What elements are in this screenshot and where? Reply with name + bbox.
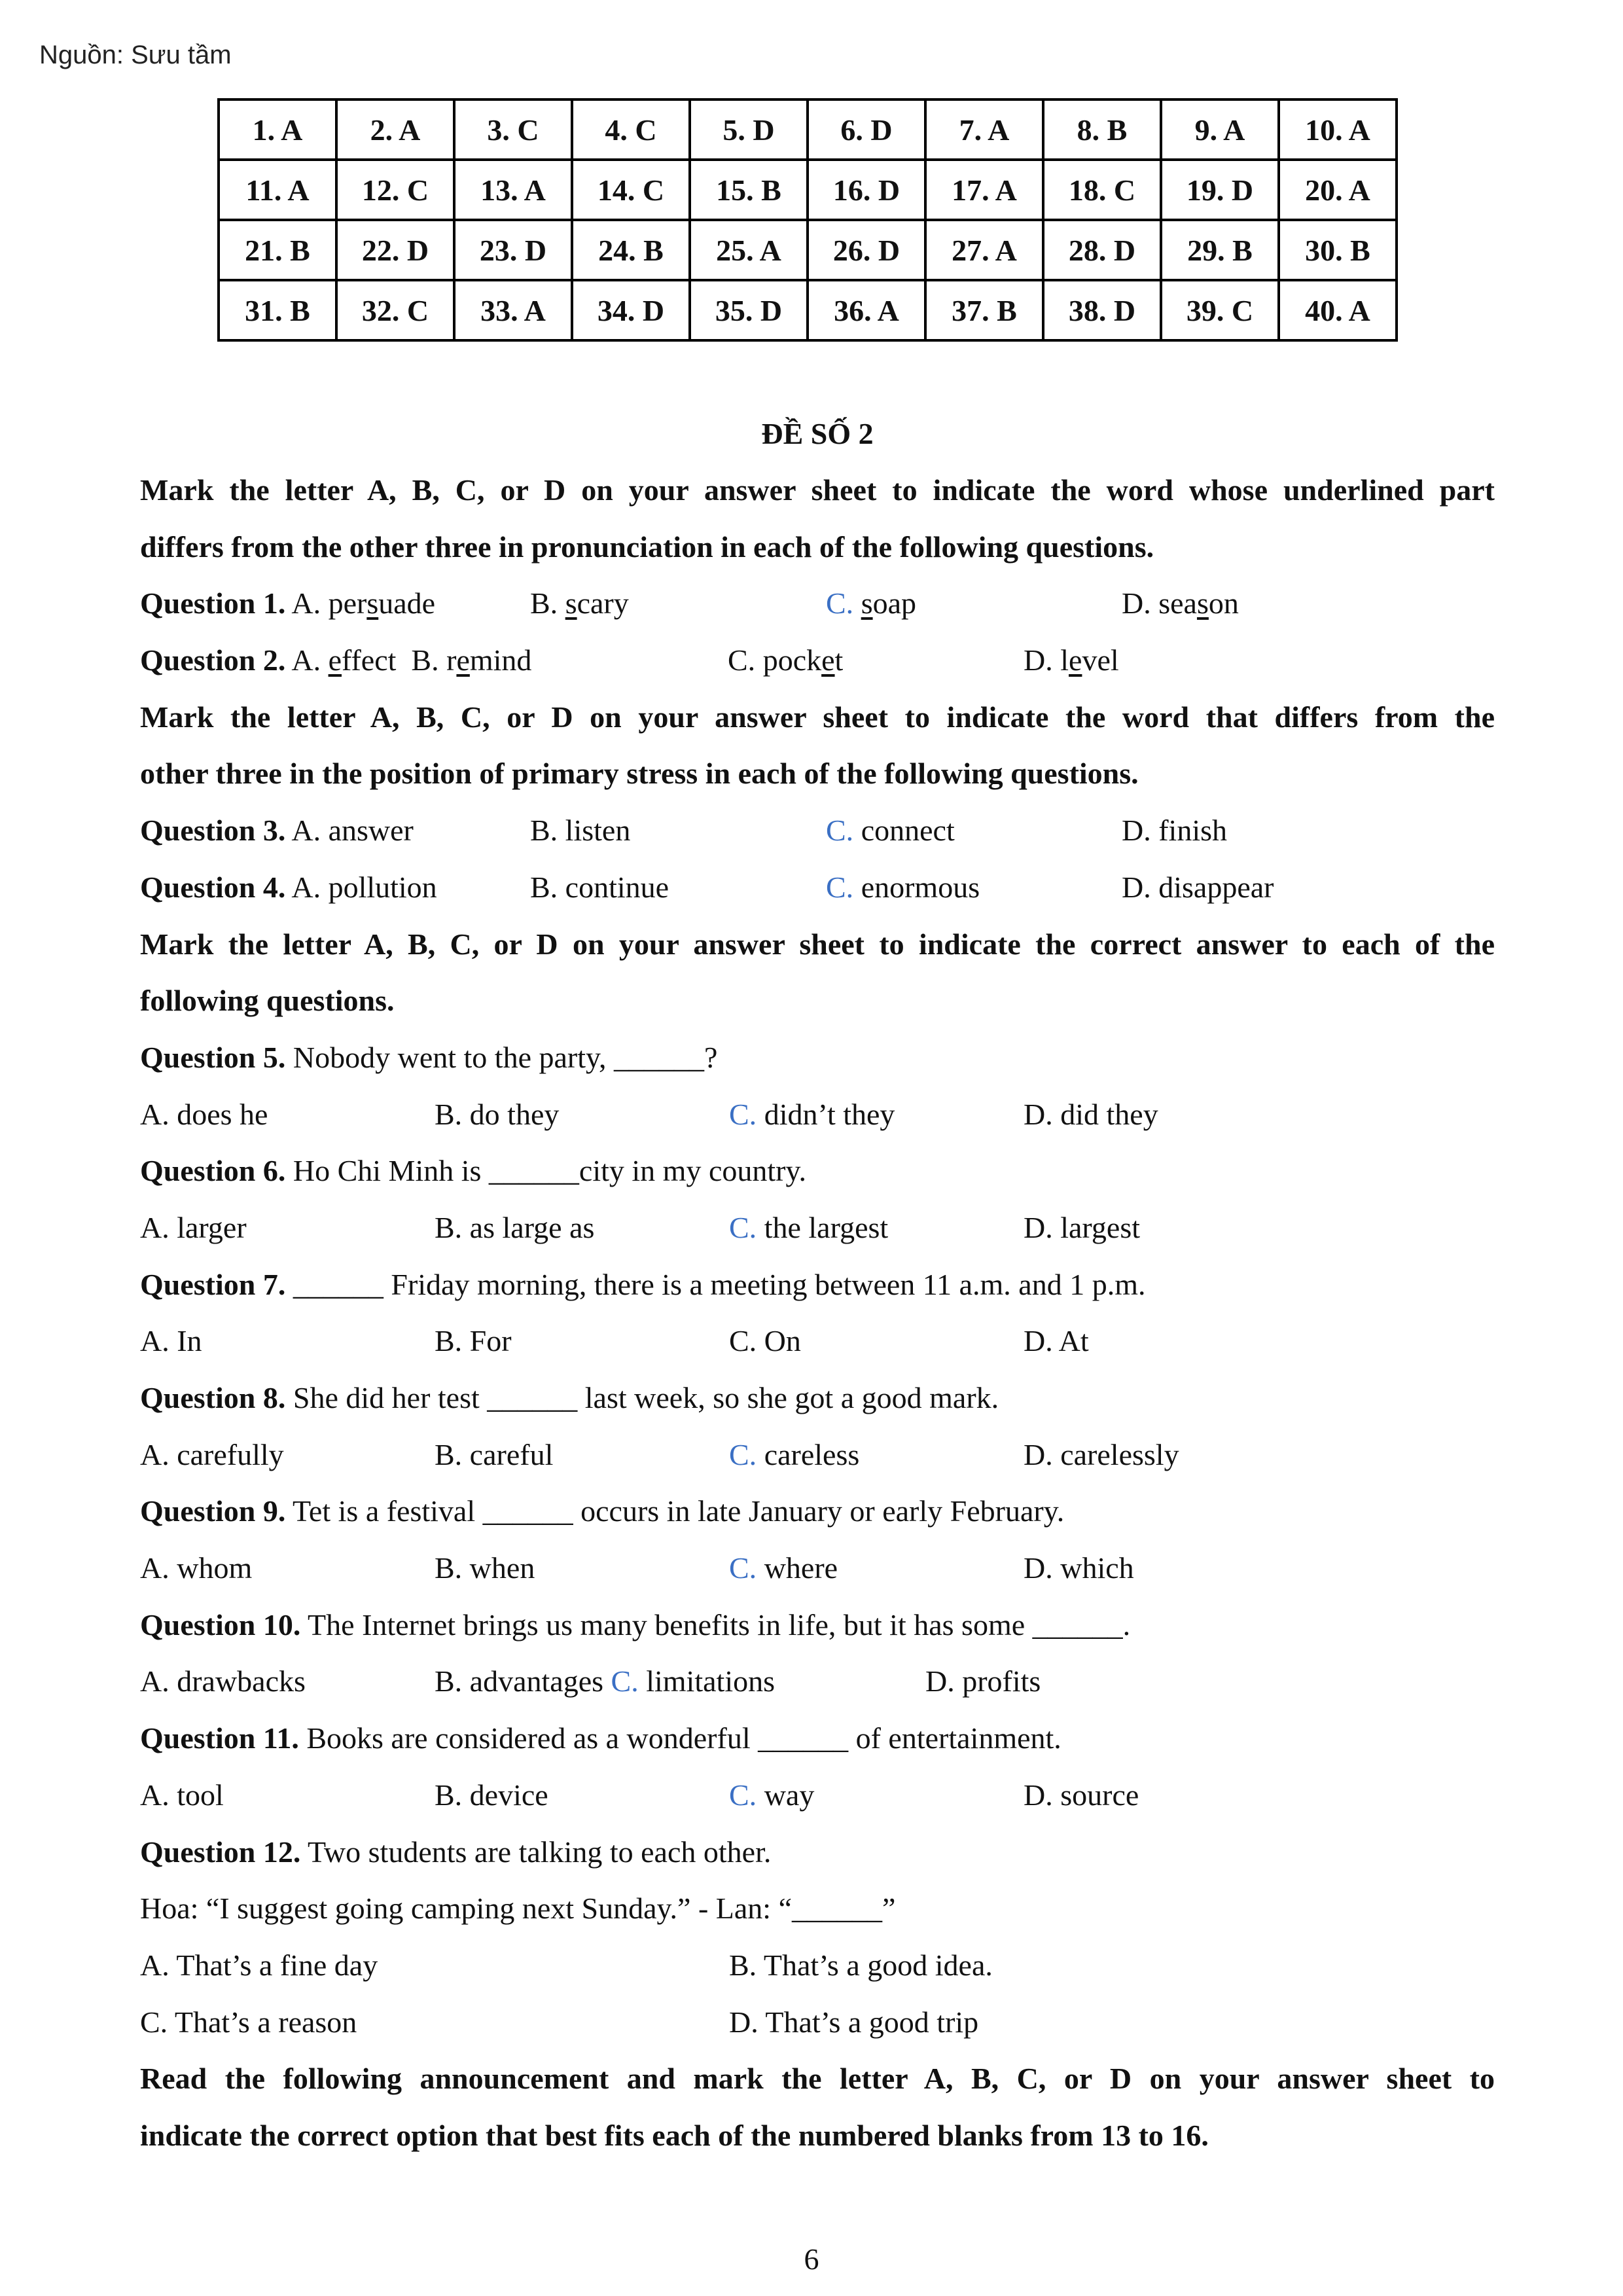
answer-key-cell: 24. B bbox=[572, 220, 690, 280]
answer-key-row bbox=[219, 160, 1397, 220]
question-12-options-row-1 bbox=[140, 1937, 1495, 1994]
question-9 bbox=[140, 1483, 1495, 1540]
answer-key-cell: 28. D bbox=[1043, 220, 1161, 280]
instruction-correct-line-1: Mark the letter A, B, C, or D on your answer sheet to indicate the correct answer to each of the bbox=[140, 927, 1495, 961]
answer-key-cell: 6. D bbox=[808, 99, 925, 160]
answer-key-cell: 25. A bbox=[690, 220, 808, 280]
q4-option-d: D. disappear bbox=[1122, 870, 1274, 904]
q1-option-a: A. persuade bbox=[291, 586, 436, 620]
exam-title: ĐỀ SỐ 2 bbox=[761, 417, 874, 450]
answer-key-cell: 18. C bbox=[1043, 160, 1161, 220]
q5-option-d: D. did they bbox=[1024, 1097, 1158, 1131]
exam-content bbox=[140, 406, 1495, 2164]
question-4 bbox=[140, 859, 1495, 916]
answer-key-cell: 26. D bbox=[808, 220, 925, 280]
instruction-pronunciation-line-1: Mark the letter A, B, C, or D on your answer sheet to indicate the word whose underlined part bbox=[140, 473, 1495, 507]
question-9-options bbox=[140, 1540, 1495, 1597]
answer-key-cell: 30. B bbox=[1279, 220, 1397, 280]
q1-option-d: D. season bbox=[1122, 586, 1239, 620]
q9-option-b: B. when bbox=[435, 1551, 535, 1585]
q5-option-b: B. do they bbox=[435, 1097, 560, 1131]
answer-key-cell: 8. B bbox=[1043, 99, 1161, 160]
answer-key-cell: 5. D bbox=[690, 99, 808, 160]
instruction-reading-line-2: indicate the correct option that best fits each of the numbered blanks from 13 to 16. bbox=[140, 2118, 1209, 2152]
question-12-options-row-2 bbox=[140, 1994, 1495, 2051]
answer-key-row bbox=[219, 220, 1397, 280]
q6-option-a: A. larger bbox=[140, 1210, 247, 1244]
question-12 bbox=[140, 1824, 1495, 1881]
question-1-label: Question 1. bbox=[140, 586, 286, 620]
question-10-label: Question 10. bbox=[140, 1607, 301, 1641]
answer-key-cell: 1. A bbox=[219, 99, 336, 160]
answer-key-table bbox=[217, 98, 1398, 342]
answer-key-cell: 12. C bbox=[336, 160, 454, 220]
question-7 bbox=[140, 1257, 1495, 1314]
q2-option-b: B. remind bbox=[411, 643, 532, 677]
q5-option-c: C. didn’t they bbox=[729, 1097, 895, 1131]
answer-key-cell: 19. D bbox=[1161, 160, 1279, 220]
question-11-options bbox=[140, 1767, 1495, 1824]
question-8 bbox=[140, 1370, 1495, 1427]
answer-key-cell: 39. C bbox=[1161, 280, 1279, 340]
question-4-label: Question 4. bbox=[140, 870, 286, 904]
answer-key-cell: 15. B bbox=[690, 160, 808, 220]
question-5-options bbox=[140, 1086, 1495, 1143]
page-number: 6 bbox=[804, 2242, 819, 2276]
answer-key-cell: 38. D bbox=[1043, 280, 1161, 340]
q4-option-b: B. continue bbox=[530, 870, 669, 904]
q3-option-d: D. finish bbox=[1122, 814, 1227, 848]
answer-key-cell: 7. A bbox=[925, 99, 1043, 160]
answer-key-cell: 17. A bbox=[925, 160, 1043, 220]
question-2-label: Question 2. bbox=[140, 643, 286, 677]
question-10-text: The Internet brings us many benefits in life, but it has some ______. bbox=[308, 1607, 1131, 1641]
q11-option-c: C. way bbox=[729, 1778, 815, 1812]
q8-option-c: C. careless bbox=[729, 1437, 860, 1471]
answer-key-cell: 34. D bbox=[572, 280, 690, 340]
q10-option-d: D. profits bbox=[925, 1664, 1041, 1698]
q10-option-a: A. drawbacks bbox=[140, 1664, 306, 1698]
answer-key-cell: 31. B bbox=[219, 280, 336, 340]
q7-option-a: A. In bbox=[140, 1324, 202, 1358]
answer-key-cell: 2. A bbox=[336, 99, 454, 160]
q12-option-b: B. That’s a good idea. bbox=[729, 1948, 993, 1982]
answer-key-cell: 37. B bbox=[925, 280, 1043, 340]
source-note: Nguồn: Sưu tầm bbox=[39, 41, 232, 69]
question-7-text: ______ Friday morning, there is a meeting between 11 a.m. and 1 p.m. bbox=[293, 1267, 1146, 1301]
question-8-label: Question 8. bbox=[140, 1381, 286, 1414]
answer-key-cell: 9. A bbox=[1161, 99, 1279, 160]
question-3 bbox=[140, 802, 1495, 859]
instruction-correct-line-2: following questions. bbox=[140, 984, 395, 1018]
q8-option-a: A. carefully bbox=[140, 1437, 284, 1471]
question-6-text: Ho Chi Minh is ______city in my country. bbox=[293, 1154, 806, 1188]
answer-key-row bbox=[219, 99, 1397, 160]
question-9-label: Question 9. bbox=[140, 1494, 286, 1528]
question-11-label: Question 11. bbox=[140, 1721, 299, 1755]
q3-option-b: B. listen bbox=[530, 814, 631, 848]
answer-key-row bbox=[219, 280, 1397, 340]
question-11-text: Books are considered as a wonderful ______ of entertainment. bbox=[306, 1721, 1061, 1755]
instruction-reading-line-1: Read the following announcement and mark the letter A, B, C, or D on your answer sheet to bbox=[140, 2062, 1495, 2096]
answer-key-cell: 20. A bbox=[1279, 160, 1397, 220]
answer-key-cell: 27. A bbox=[925, 220, 1043, 280]
q10-option-b: B. advantages C. limitations bbox=[435, 1664, 775, 1698]
answer-key-cell: 40. A bbox=[1279, 280, 1397, 340]
question-10 bbox=[140, 1597, 1495, 1654]
q6-option-c: C. the largest bbox=[729, 1210, 889, 1244]
question-6 bbox=[140, 1143, 1495, 1200]
question-3-label: Question 3. bbox=[140, 814, 286, 848]
question-8-text: She did her test ______ last week, so she got a good mark. bbox=[293, 1381, 999, 1414]
answer-key-cell: 11. A bbox=[219, 160, 336, 220]
answer-key-cell: 32. C bbox=[336, 280, 454, 340]
question-6-options bbox=[140, 1200, 1495, 1257]
answer-key-cell: 21. B bbox=[219, 220, 336, 280]
q8-option-d: D. carelessly bbox=[1024, 1437, 1179, 1471]
instruction-stress-line-1: Mark the letter A, B, C, or D on your answer sheet to indicate the word that differs from the bbox=[140, 700, 1495, 734]
answer-key-cell: 36. A bbox=[808, 280, 925, 340]
q4-option-a: A. pollution bbox=[291, 870, 437, 904]
question-6-label: Question 6. bbox=[140, 1154, 286, 1188]
q1-option-c: C. soap bbox=[826, 586, 917, 620]
answer-key-cell: 33. A bbox=[454, 280, 572, 340]
answer-key-cell: 13. A bbox=[454, 160, 572, 220]
q1-option-b: B. scary bbox=[530, 586, 629, 620]
instruction-pronunciation-line-2: differs from the other three in pronunciation in each of the following questions. bbox=[140, 529, 1154, 564]
answer-key-cell: 22. D bbox=[336, 220, 454, 280]
question-5-text: Nobody went to the party, ______? bbox=[293, 1040, 718, 1074]
q9-option-c: C. where bbox=[729, 1551, 838, 1585]
answer-key-cell: 35. D bbox=[690, 280, 808, 340]
answer-key-cell: 14. C bbox=[572, 160, 690, 220]
answer-key-cell: 4. C bbox=[572, 99, 690, 160]
question-9-text: Tet is a festival ______ occurs in late January or early February. bbox=[293, 1494, 1065, 1528]
answer-key-cell: 10. A bbox=[1279, 99, 1397, 160]
q2-option-c: C. pocket bbox=[728, 643, 844, 677]
question-7-options bbox=[140, 1313, 1495, 1370]
q12-option-c: C. That’s a reason bbox=[140, 2005, 357, 2039]
question-5 bbox=[140, 1030, 1495, 1086]
q3-option-a: A. answer bbox=[291, 814, 414, 848]
q4-option-c: C. enormous bbox=[826, 870, 980, 904]
q7-option-d: D. At bbox=[1024, 1324, 1089, 1358]
answer-key-cell: 3. C bbox=[454, 99, 572, 160]
q6-option-b: B. as large as bbox=[435, 1210, 595, 1244]
question-1 bbox=[140, 575, 1495, 632]
question-12-text: Two students are talking to each other. bbox=[308, 1835, 772, 1869]
q5-option-a: A. does he bbox=[140, 1097, 268, 1131]
q2-option-a: A. effect bbox=[291, 643, 397, 677]
question-8-options bbox=[140, 1427, 1495, 1484]
q7-option-b: B. For bbox=[435, 1324, 512, 1358]
answer-key-cell: 23. D bbox=[454, 220, 572, 280]
answer-key-cell: 29. B bbox=[1161, 220, 1279, 280]
q6-option-d: D. largest bbox=[1024, 1210, 1141, 1244]
q3-option-c: C. connect bbox=[826, 814, 955, 848]
question-12-dialog: Hoa: “I suggest going camping next Sunday.” - Lan: “______” bbox=[140, 1892, 896, 1926]
q11-option-b: B. device bbox=[435, 1778, 548, 1812]
question-10-options bbox=[140, 1653, 1495, 1710]
question-11 bbox=[140, 1710, 1495, 1767]
answer-key-cell: 16. D bbox=[808, 160, 925, 220]
q11-option-d: D. source bbox=[1024, 1778, 1139, 1812]
q9-option-d: D. which bbox=[1024, 1551, 1134, 1585]
q7-option-c: C. On bbox=[729, 1324, 801, 1358]
q9-option-a: A. whom bbox=[140, 1551, 253, 1585]
question-7-label: Question 7. bbox=[140, 1267, 286, 1301]
q11-option-a: A. tool bbox=[140, 1778, 224, 1812]
question-12-label: Question 12. bbox=[140, 1835, 301, 1869]
question-5-label: Question 5. bbox=[140, 1040, 286, 1074]
instruction-stress-line-2: other three in the position of primary stress in each of the following questions. bbox=[140, 757, 1139, 791]
q8-option-b: B. careful bbox=[435, 1437, 554, 1471]
q12-option-a: A. That’s a fine day bbox=[140, 1948, 378, 1982]
q12-option-d: D. That’s a good trip bbox=[729, 2005, 979, 2039]
q2-option-d: D. level bbox=[1024, 643, 1119, 677]
question-2 bbox=[140, 632, 1495, 689]
